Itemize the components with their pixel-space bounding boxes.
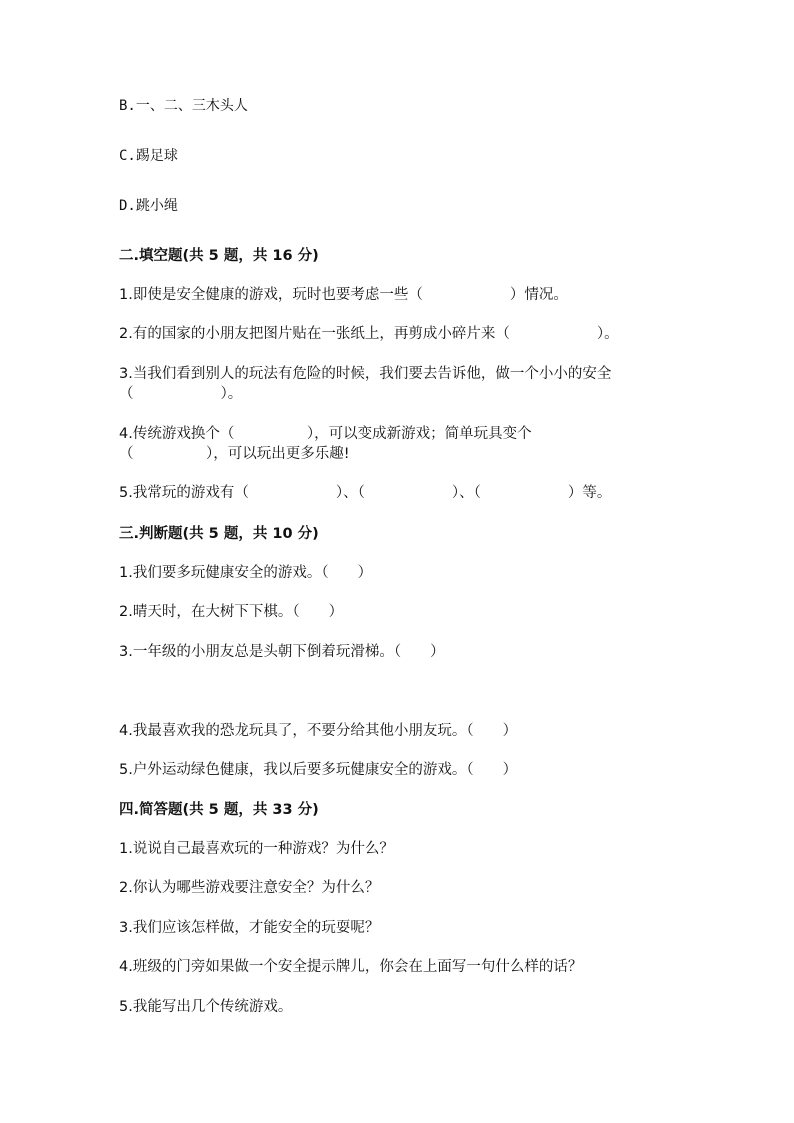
section-2-title: 二.填空题(共 5 题，共 16 分) xyxy=(119,248,319,264)
fill-blank-q4-line2: （ ），可以玩出更多乐趣! xyxy=(119,446,350,462)
fill-blank-q4-line1: 4.传统游戏换个（ ），可以变成新游戏；简单玩具变个 xyxy=(119,426,532,442)
judge-q1: 1.我们要多玩健康安全的游戏。（ ） xyxy=(119,565,373,581)
judge-q3: 3.一年级的小朋友总是头朝下倒着玩滑梯。（ ） xyxy=(119,644,445,660)
section-3-title: 三.判断题(共 5 题，共 10 分) xyxy=(119,526,319,542)
short-answer-q3: 3.我们应该怎样做，才能安全的玩耍呢？ xyxy=(119,920,380,936)
option-d: D.跳小绳 xyxy=(119,198,178,214)
fill-blank-q1: 1.即使是安全健康的游戏，玩时也要考虑一些（ ）情况。 xyxy=(119,287,568,303)
option-c: C.踢足球 xyxy=(119,148,178,164)
fill-blank-q3-line2: （ ）。 xyxy=(119,386,243,402)
fill-blank-q3-line1: 3.当我们看到别人的玩法有危险的时候，我们要去告诉他，做一个小小的安全 xyxy=(119,366,612,382)
section-4-title: 四.简答题(共 5 题，共 33 分) xyxy=(119,802,319,818)
judge-q2: 2.晴天时，在大树下下棋。（ ） xyxy=(119,604,344,620)
short-answer-q4: 4.班级的门旁如果做一个安全提示牌儿，你会在上面写一句什么样的话？ xyxy=(119,959,583,975)
short-answer-q2: 2.你认为哪些游戏要注意安全？为什么？ xyxy=(119,880,380,896)
fill-blank-q5: 5.我常玩的游戏有（ ）、（ ）、（ ）等。 xyxy=(119,485,612,501)
judge-q4: 4.我最喜欢我的恐龙玩具了，不要分给其他小朋友玩。（ ） xyxy=(119,723,518,739)
short-answer-q1: 1.说说自己最喜欢玩的一种游戏？为什么？ xyxy=(119,841,394,857)
fill-blank-q2: 2.有的国家的小朋友把图片贴在一张纸上，再剪成小碎片来（ ）。 xyxy=(119,326,619,342)
short-answer-q5: 5.我能写出几个传统游戏。 xyxy=(119,999,293,1015)
judge-q5: 5.户外运动绿色健康，我以后要多玩健康安全的游戏。（ ） xyxy=(119,762,518,778)
option-b: B.一、二、三木头人 xyxy=(119,98,248,114)
